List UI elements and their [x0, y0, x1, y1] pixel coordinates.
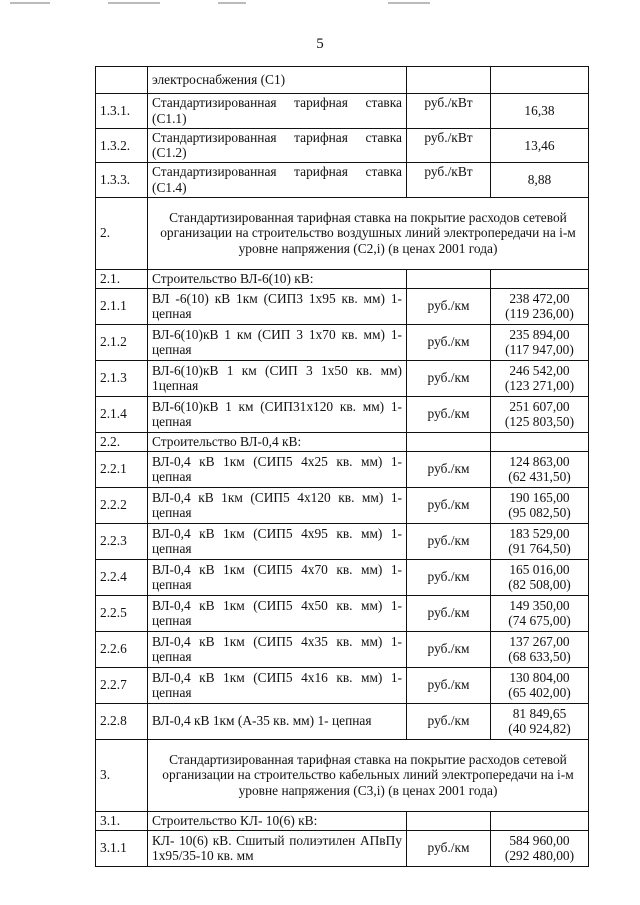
unit-cell: руб./км — [407, 396, 491, 432]
unit-cell: руб./км — [407, 523, 491, 559]
unit-cell: руб./км — [407, 487, 491, 523]
row-number: 2.1.2 — [96, 324, 148, 360]
table-row — [96, 559, 589, 595]
table-row — [96, 631, 589, 667]
table-row — [96, 523, 589, 559]
rate-value-half: (62 431,50) — [508, 469, 571, 485]
rate-value-half: (74 675,00) — [508, 613, 571, 629]
rate-value: 137 267,00 — [509, 633, 570, 649]
section-row — [96, 197, 589, 269]
row-description: ВЛ-0,4 кВ 1км (А-35 кв. мм) 1- цепная — [148, 703, 407, 739]
row-description: ВЛ -6(10) кВ 1км (СИП3 1х95 кв. мм) 1-цепная — [148, 288, 407, 324]
subsection-row — [96, 811, 589, 830]
table-row — [96, 67, 589, 94]
unit-cell: руб./км — [407, 631, 491, 667]
row-number: 1.3.2. — [96, 128, 148, 163]
rate-value-half: (95 082,50) — [508, 505, 571, 521]
row-description: ВЛ-0,4 кВ 1км (СИП5 4х50 кв. мм) 1-цепная — [148, 595, 407, 631]
unit-cell — [407, 67, 491, 94]
value-cell — [491, 432, 589, 451]
subsection-heading: Строительство КЛ- 10(6) кВ: — [148, 811, 407, 830]
table-row — [96, 94, 589, 129]
row-number: 2. — [96, 197, 148, 269]
table-row — [96, 360, 589, 396]
subsection-row — [96, 432, 589, 451]
row-description: КЛ- 10(6) кВ. Сшитый полиэтилен АПвПу 1х95/35-10 кв. мм — [148, 830, 407, 866]
row-number: 2.2.1 — [96, 451, 148, 487]
unit-cell: руб./км — [407, 360, 491, 396]
value-cell — [491, 67, 589, 94]
table-row — [96, 324, 589, 360]
rate-value-half: (292 480,00) — [504, 848, 575, 864]
unit-cell — [407, 811, 491, 830]
unit-cell: руб./км — [407, 451, 491, 487]
row-number: 1.3.3. — [96, 163, 148, 198]
row-number: 3.1.1 — [96, 830, 148, 866]
table-row — [96, 595, 589, 631]
scan-artifacts — [0, 0, 640, 14]
rate-value: 149 350,00 — [509, 597, 570, 613]
value-cell — [491, 703, 589, 739]
value-cell — [491, 523, 589, 559]
unit-cell: руб./км — [407, 830, 491, 866]
table-row — [96, 703, 589, 739]
unit-cell: руб./км — [407, 324, 491, 360]
value-cell — [491, 487, 589, 523]
rate-value-half: (119 236,00) — [505, 306, 574, 322]
row-number: 2.1. — [96, 269, 148, 288]
subsection-heading: Строительство ВЛ-0,4 кВ: — [148, 432, 407, 451]
row-description: ВЛ-0,4 кВ 1км (СИП5 4х35 кв. мм) 1-цепная — [148, 631, 407, 667]
rate-value-half: (40 924,82) — [508, 721, 571, 737]
rate-value-half: (68 633,50) — [508, 649, 571, 665]
value-cell — [491, 559, 589, 595]
subsection-heading: Строительство ВЛ-6(10) кВ: — [148, 269, 407, 288]
subsection-row — [96, 269, 589, 288]
unit-cell — [407, 269, 491, 288]
value-cell — [491, 269, 589, 288]
rate-value: 130 804,00 — [509, 669, 570, 685]
row-number: 2.1.4 — [96, 396, 148, 432]
rate-value: 13,46 — [524, 137, 555, 153]
unit-cell: руб./кВт — [407, 163, 491, 198]
row-description: ВЛ-0,4 кВ 1км (СИП5 4х16 кв. мм) 1-цепная — [148, 667, 407, 703]
rate-value: 251 607,00 — [509, 398, 570, 414]
table-row — [96, 667, 589, 703]
rate-value: 584 960,00 — [509, 832, 570, 848]
row-description: Стандартизированная тарифная ставка (С1.2) — [148, 128, 407, 163]
row-number: 2.2.5 — [96, 595, 148, 631]
table-row — [96, 288, 589, 324]
row-description: ВЛ-0,4 кВ 1км (СИП5 4х120 кв. мм) 1- цепная — [148, 487, 407, 523]
unit-cell: руб./км — [407, 595, 491, 631]
rate-value-half: (91 764,50) — [508, 541, 571, 557]
table-row — [96, 451, 589, 487]
table-row — [96, 128, 589, 163]
rate-value-half: (123 271,00) — [504, 378, 575, 394]
unit-cell: руб./км — [407, 703, 491, 739]
rate-value: 183 529,00 — [509, 525, 570, 541]
unit-cell — [407, 432, 491, 451]
value-cell — [491, 396, 589, 432]
value-cell — [491, 324, 589, 360]
value-cell — [491, 631, 589, 667]
row-number: 2.2.6 — [96, 631, 148, 667]
row-description: ВЛ-6(10)кВ 1 км (СИП 3 1х50 кв. мм) 1цепная — [148, 360, 407, 396]
row-number: 2.2. — [96, 432, 148, 451]
row-number: 1.3.1. — [96, 94, 148, 129]
tariff-table-body — [96, 67, 589, 867]
rate-value: 246 542,00 — [509, 362, 570, 378]
rate-value: 81 849,65 — [512, 705, 567, 721]
rate-value-half: (117 947,00) — [505, 342, 574, 358]
value-cell — [491, 811, 589, 830]
value-cell — [491, 128, 589, 163]
row-number: 2.1.1 — [96, 288, 148, 324]
tariff-table — [95, 66, 589, 867]
value-cell — [491, 94, 589, 129]
row-description: ВЛ-6(10)кВ 1 км (СИП 3 1х70 кв. мм) 1-цепная — [148, 324, 407, 360]
rate-value: 8,88 — [527, 172, 552, 188]
rate-value: 190 165,00 — [509, 489, 570, 505]
unit-cell: руб./км — [407, 559, 491, 595]
unit-cell: руб./кВт — [407, 94, 491, 129]
row-description: ВЛ-6(10)кВ 1 км (СИП31х120 кв. мм) 1-цепная — [148, 396, 407, 432]
unit-cell: руб./км — [407, 288, 491, 324]
rate-value-half: (65 402,00) — [508, 685, 571, 701]
value-cell — [491, 451, 589, 487]
table-row — [96, 487, 589, 523]
rate-value: 16,38 — [524, 102, 555, 118]
value-cell — [491, 830, 589, 866]
table-row — [96, 830, 589, 866]
unit-cell: руб./кВт — [407, 128, 491, 163]
section-heading: Стандартизированная тарифная ставка на покрытие расходов сетевой организации на строительство кабельных линий электропередачи на i-м уровне напряжения (С3,i) (в ценах 2001 года) — [148, 739, 589, 811]
value-cell — [491, 667, 589, 703]
rate-value-half: (125 803,50) — [504, 414, 575, 430]
row-number: 3.1. — [96, 811, 148, 830]
table-row — [96, 396, 589, 432]
rate-value: 124 863,00 — [509, 453, 570, 469]
row-number — [96, 67, 148, 94]
row-description: электроснабжения (С1) — [148, 67, 407, 94]
section-row — [96, 739, 589, 811]
unit-cell: руб./км — [407, 667, 491, 703]
value-cell — [491, 163, 589, 198]
rate-value-half: (82 508,00) — [508, 577, 571, 593]
section-heading: Стандартизированная тарифная ставка на покрытие расходов сетевой организации на строительство воздушных линий электропередачи на i-м уровне напряжения (С2,i) (в ценах 2001 года) — [148, 197, 589, 269]
rate-value: 238 472,00 — [509, 290, 570, 306]
row-description: ВЛ-0,4 кВ 1км (СИП5 4х25 кв. мм) 1-цепная — [148, 451, 407, 487]
value-cell — [491, 288, 589, 324]
row-description: Стандартизированная тарифная ставка (С1.4) — [148, 163, 407, 198]
value-cell — [491, 595, 589, 631]
row-description: Стандартизированная тарифная ставка (С1.1) — [148, 94, 407, 129]
rate-value: 235 894,00 — [509, 326, 570, 342]
row-number: 2.2.2 — [96, 487, 148, 523]
row-description: ВЛ-0,4 кВ 1км (СИП5 4х70 кв. мм) 1-цепная — [148, 559, 407, 595]
row-number: 2.2.4 — [96, 559, 148, 595]
row-number: 2.2.8 — [96, 703, 148, 739]
page-number: 5 — [316, 36, 324, 52]
row-number: 2.2.7 — [96, 667, 148, 703]
table-row — [96, 163, 589, 198]
row-number: 2.1.3 — [96, 360, 148, 396]
row-description: ВЛ-0,4 кВ 1км (СИП5 4х95 кв. мм) 1-цепная — [148, 523, 407, 559]
rate-value: 165 016,00 — [509, 561, 570, 577]
row-number: 2.2.3 — [96, 523, 148, 559]
value-cell — [491, 360, 589, 396]
row-number: 3. — [96, 739, 148, 811]
